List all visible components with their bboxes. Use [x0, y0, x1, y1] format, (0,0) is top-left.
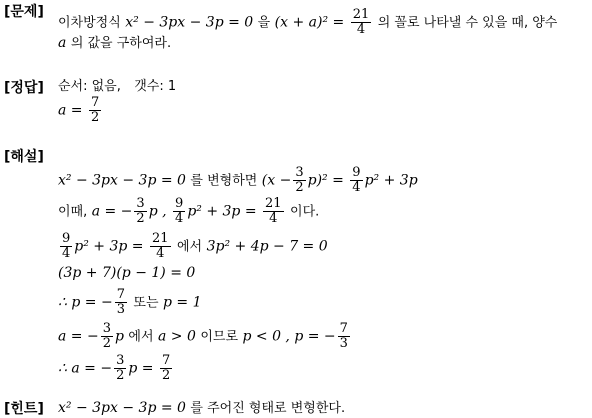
explanation-line-3: $\frac{9}{4}$ p² + 3p = $\frac{21}{4}$ 에서 3p² + 4p − 7 = 0	[62, 231, 328, 261]
explanation-line-2: 이때, a = − $\frac{3}{2}$ p , $\frac{9}{4}$ p² + 3p = $\frac{21}{4}$ 이다.	[58, 196, 320, 226]
problem-equation: x² − 3px − 3p = 0	[125, 14, 254, 31]
explanation-line-5: ∴ p = − $\frac{7}{3}$ 또는 p = 1	[58, 287, 202, 317]
answer-count: 갯수: 1	[134, 79, 177, 94]
explanation-label: [해설]	[4, 149, 44, 165]
explanation-line-6: a = − $\frac{3}{2}$ p 에서 a > 0 이므로 p < 0 , p = − $\frac{7}{3}$	[58, 321, 348, 351]
answer-value	[58, 96, 103, 125]
problem-fraction: $\frac{21}{4}$	[352, 7, 370, 37]
hint-line	[58, 399, 345, 418]
problem-text-2: 을	[257, 15, 271, 31]
hint-equation: x² − 3px − 3p = 0	[58, 400, 186, 416]
explanation-line-7: ∴ a = − $\frac{3}{2}$ p = $\frac{7}{2}$	[58, 353, 171, 383]
problem-variable: a	[58, 35, 67, 51]
answer-equation: a =	[58, 102, 83, 119]
problem-label: [문제]	[4, 4, 44, 20]
hint-text: 를 주어진 형태로 변형한다.	[190, 401, 346, 416]
problem-line-1	[58, 8, 557, 37]
problem-text-1: 이차방정식	[58, 15, 121, 31]
answer-fraction: $\frac{7}{2}$	[90, 95, 100, 125]
problem-text-3: 의 꼴로 나타낼 수 있을 때, 양수	[377, 15, 558, 31]
answer-label: [정답]	[4, 80, 44, 96]
problem-line-2	[58, 34, 171, 53]
answer-meta	[58, 77, 176, 96]
explanation-line-4: (3p + 7)(p − 1) = 0	[58, 265, 196, 281]
problem-text-4: 의 값을 구하여라.	[70, 36, 172, 51]
explanation-line-1: x² − 3px − 3p = 0 를 변형하면 (x − $\frac{3}{2}$ p)² = $\frac{9}{4}$ p² + 3p	[58, 165, 418, 195]
hint-label: [힌트]	[4, 401, 44, 417]
answer-order: 순서: 없음,	[58, 79, 121, 94]
problem-target-form: (x + a)² =	[274, 14, 345, 31]
